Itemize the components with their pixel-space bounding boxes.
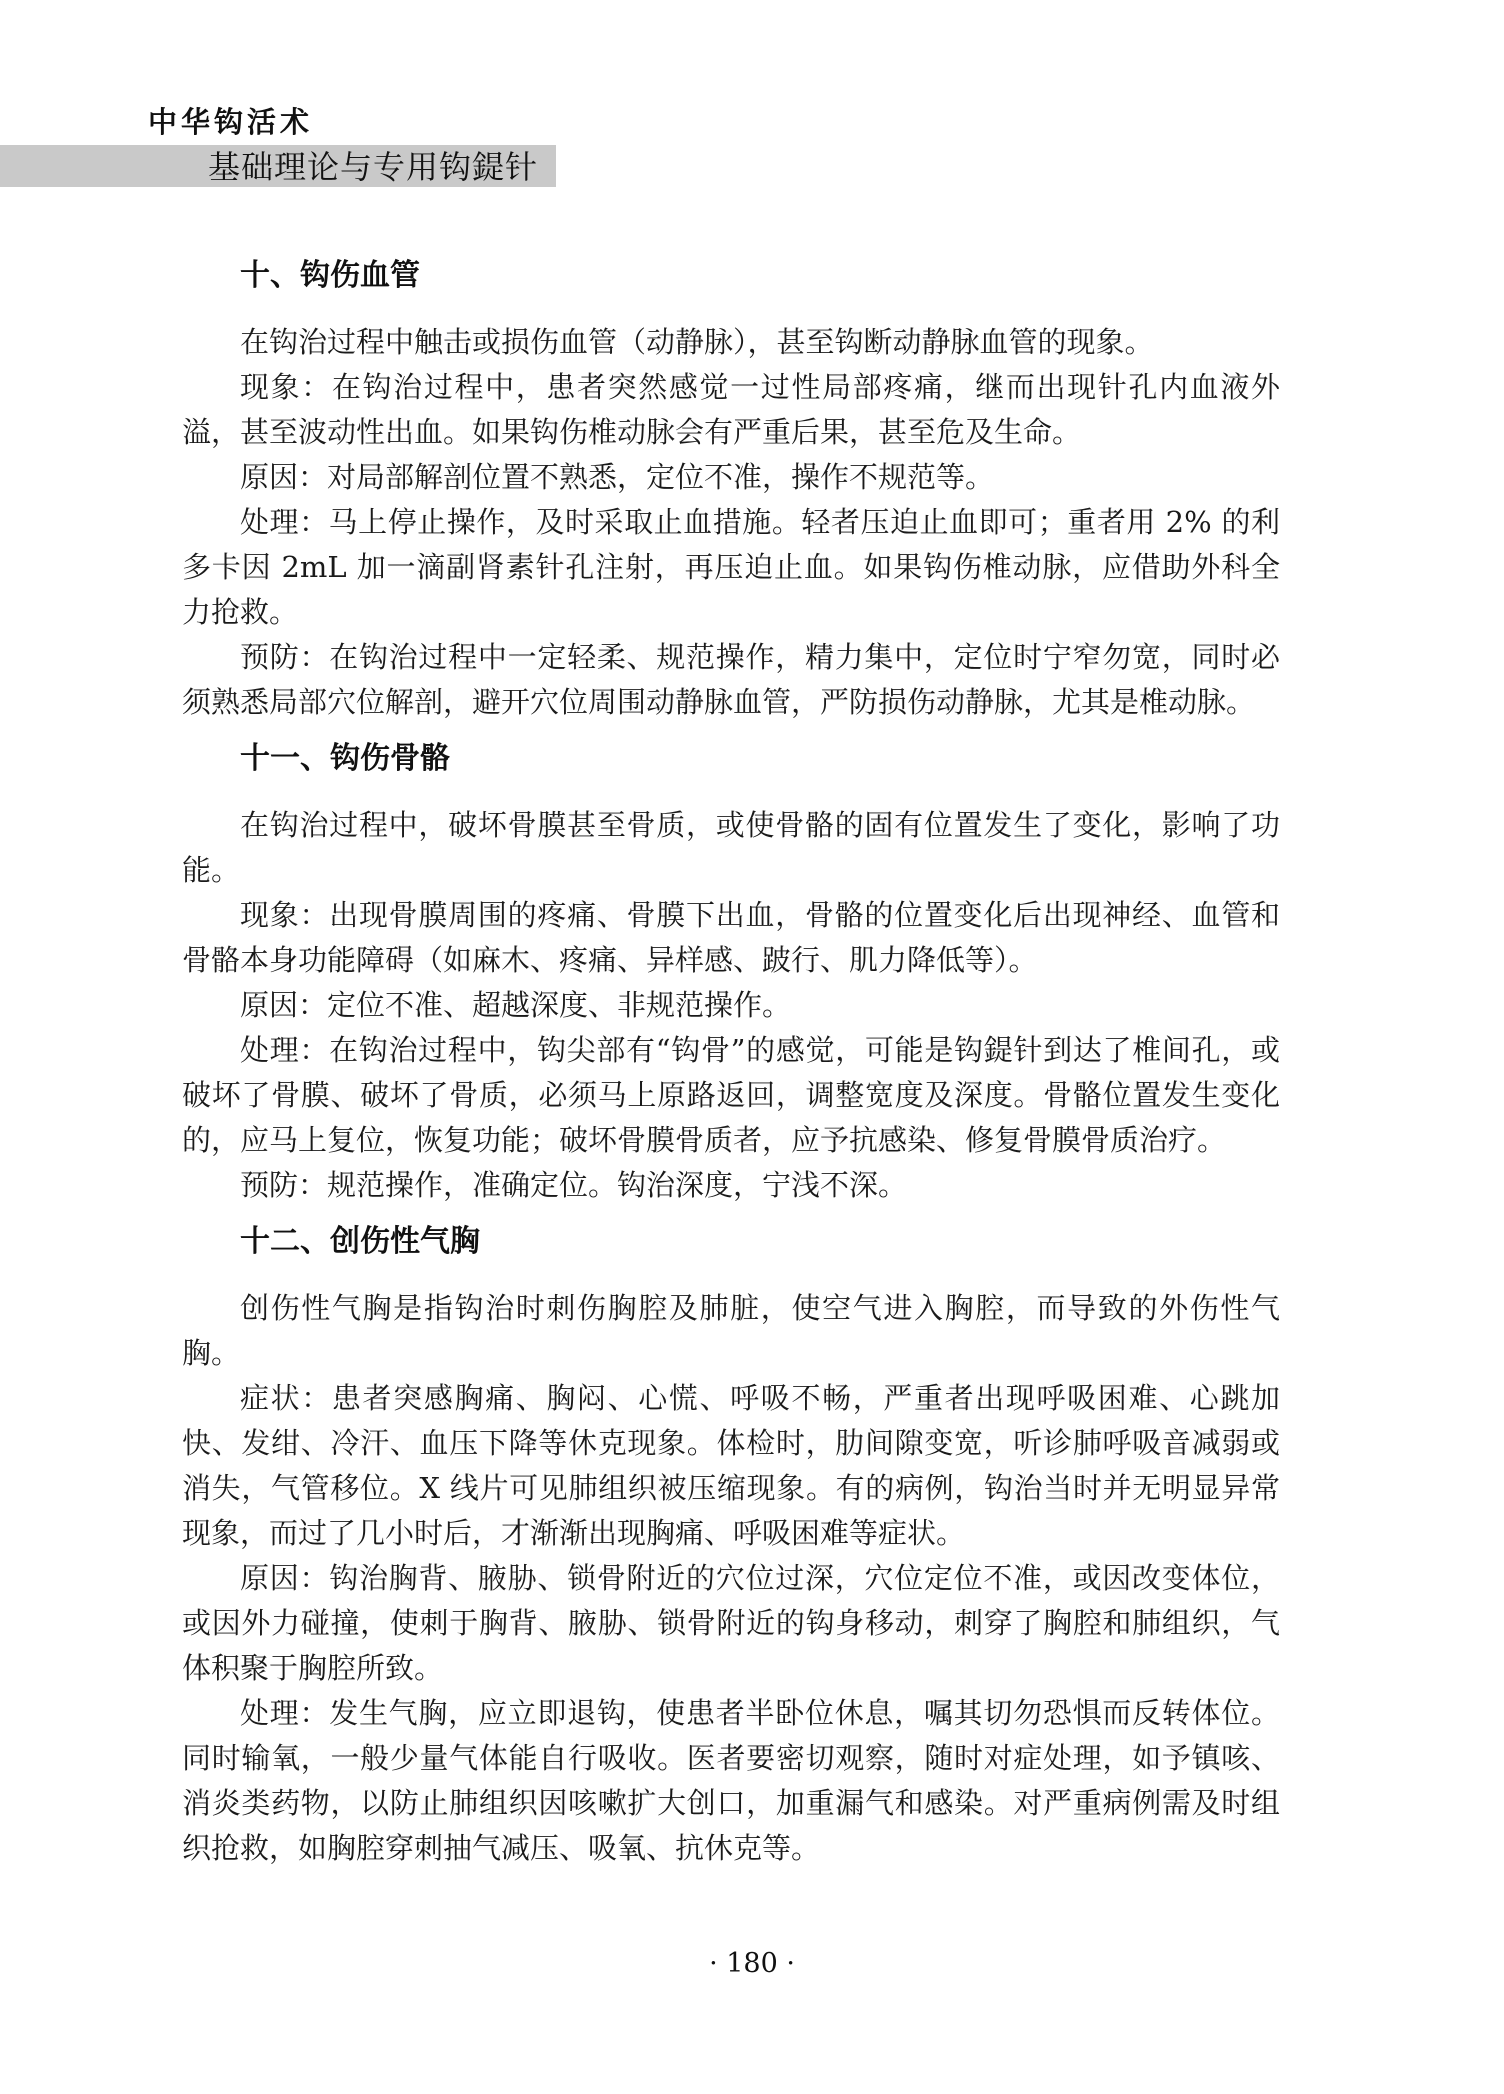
paragraph: 在钩治过程中，破坏骨膜甚至骨质，或使骨骼的固有位置发生了变化，影响了功能。 (182, 808, 1280, 887)
section-heading: 十一、钩伤骨骼 (240, 741, 450, 776)
paragraph: 预防：在钩治过程中一定轻柔、规范操作，精力集中，定位时宁窄勿宽，同时必须熟悉局部穴位解剖，避开穴位周围动静脉血管，严防损伤动静脉，尤其是椎动脉。 (182, 640, 1280, 719)
section-traumatic-pneumothorax (182, 1218, 1280, 1871)
series-title: 中华钩活术 (148, 105, 314, 139)
paragraph: 创伤性气胸是指钩治时刺伤胸腔及肺脏，使空气进入胸腔，而导致的外伤性气胸。 (182, 1291, 1280, 1370)
page-number: · 180 · (709, 1948, 795, 1979)
paragraph: 原因：对局部解剖位置不熟悉，定位不准，操作不规范等。 (240, 460, 995, 494)
paragraph: 现象：在钩治过程中，患者突然感觉一过性局部疼痛，继而出现针孔内血液外溢，甚至波动性出血。如果钩伤椎动脉会有严重后果，甚至危及生命。 (182, 370, 1280, 449)
book-title: 基础理论与专用钩鍉针 (208, 148, 539, 186)
section-heading: 十、钩伤血管 (240, 258, 420, 293)
paragraph: 原因：定位不准、超越深度、非规范操作。 (240, 988, 792, 1022)
page-body (182, 252, 1280, 1871)
section-heading: 十二、创伤性气胸 (240, 1224, 480, 1259)
paragraph: 处理：马上停止操作，及时采取止血措施。轻者压迫止血即可；重者用 2% 的利多卡因 2mL 加一滴副肾素针孔注射，再压迫止血。如果钩伤椎动脉，应借助外科全力抢救。 (182, 505, 1280, 629)
paragraph: 预防：规范操作，准确定位。钩治深度，宁浅不深。 (240, 1168, 908, 1202)
paragraph: 现象：出现骨膜周围的疼痛、骨膜下出血，骨骼的位置变化后出现神经、血管和骨骼本身功能障碍（如麻木、疼痛、异样感、跛行、肌力降低等）。 (182, 898, 1280, 977)
section-vascular-injury (182, 252, 1280, 725)
paragraph: 原因：钩治胸背、腋胁、锁骨附近的穴位过深，穴位定位不准，或因改变体位，或因外力碰撞，使刺于胸背、腋胁、锁骨附近的钩身移动，刺穿了胸腔和肺组织，气体积聚于胸腔所致。 (182, 1561, 1280, 1685)
paragraph: 处理：发生气胸，应立即退钩，使患者半卧位休息，嘱其切勿恐惧而反转体位。同时输氧，一般少量气体能自行吸收。医者要密切观察，随时对症处理，如予镇咳、消炎类药物，以防止肺组织因咳嗽扩大创口，加重漏气和感染。对严重病例需及时组织抢救，如胸腔穿刺抽气减压、吸氧、抗休克等。 (182, 1696, 1280, 1865)
paragraph: 在钩治过程中触击或损伤血管（动静脉），甚至钩断动静脉血管的现象。 (240, 325, 1154, 359)
paragraph: 症状：患者突感胸痛、胸闷、心慌、呼吸不畅，严重者出现呼吸困难、心跳加快、发绀、冷汗、血压下降等休克现象。体检时，肋间隙变宽，听诊肺呼吸音减弱或消失，气管移位。X 线片可见肺组织被压缩现象。有的病例，钩治当时并无明显异常现象，而过了几小时后，才渐渐出现胸痛、呼吸困难等症状。 (182, 1381, 1280, 1550)
section-bone-injury (182, 735, 1280, 1208)
paragraph: 处理：在钩治过程中，钩尖部有“钩骨”的感觉，可能是钩鍉针到达了椎间孔，或破坏了骨膜、破坏了骨质，必须马上原路返回，调整宽度及深度。骨骼位置发生变化的，应马上复位，恢复功能；破坏骨膜骨质者，应予抗感染、修复骨膜骨质治疗。 (182, 1033, 1280, 1157)
